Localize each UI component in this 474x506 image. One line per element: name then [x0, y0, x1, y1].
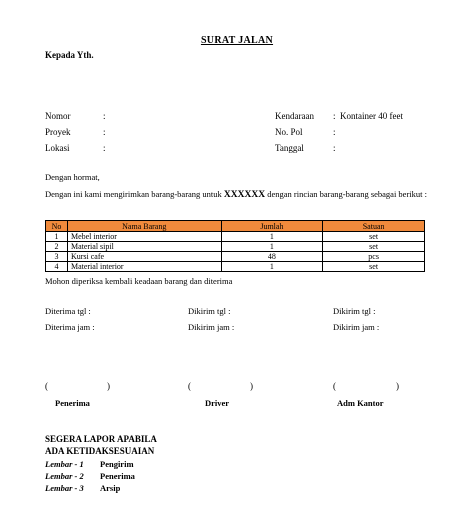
cell-no: 2 [46, 242, 68, 252]
lokasi-label: Lokasi [45, 143, 70, 153]
proyek-label: Proyek [45, 127, 71, 137]
signature-paren-open-penerima: ( [45, 381, 48, 391]
cell-satuan: set [323, 232, 425, 242]
notice-line-2: ADA KETIDAKSESUAIAN [45, 446, 155, 456]
table-row [46, 232, 425, 242]
lembar-3-label: Lembar - 3 [45, 483, 84, 493]
cell-jumlah: 1 [221, 262, 323, 272]
check-note: Mohon diperiksa kembali keadaan barang dan diterima [45, 276, 233, 286]
table-header-row [46, 221, 425, 232]
intro-text-before: Dengan ini kami mengirimkan barang-barang untuk [45, 189, 224, 199]
items-table [45, 220, 425, 272]
diterima-tgl: Diterima tgl : [45, 306, 91, 316]
cell-jumlah: 48 [221, 252, 323, 262]
cell-satuan: set [323, 262, 425, 272]
no-pol-colon: : [333, 127, 336, 137]
kendaraan-colon: : [333, 111, 336, 121]
signature-driver: Driver [205, 398, 230, 408]
dikirim-tgl-adm: Dikirim tgl : [333, 306, 376, 316]
notice-line-1: SEGERA LAPOR APABILA [45, 434, 157, 444]
cell-no: 3 [46, 252, 68, 262]
tanggal-label: Tanggal [275, 143, 304, 153]
signature-paren-open-driver: ( [188, 381, 191, 391]
lembar-2-value: Penerima [100, 471, 135, 481]
cell-satuan: set [323, 242, 425, 252]
lembar-1-value: Pengirim [100, 459, 134, 469]
cell-nama-barang: Kursi cafe [67, 252, 221, 262]
dikirim-jam-driver: Dikirim jam : [188, 322, 235, 332]
signature-paren-open-adm: ( [333, 381, 336, 391]
cell-no: 1 [46, 232, 68, 242]
header-jumlah: Jumlah [221, 221, 323, 232]
kendaraan-label: Kendaraan [275, 111, 314, 121]
cell-nama-barang: Material interior [67, 262, 221, 272]
table-row [46, 242, 425, 252]
cell-jumlah: 1 [221, 242, 323, 252]
intro-text-after: dengan rincian barang-barang sebagai berikut : [265, 189, 427, 199]
dikirim-tgl-driver: Dikirim tgl : [188, 306, 231, 316]
nomor-colon: : [103, 111, 106, 121]
signature-paren-close-penerima: ) [107, 381, 110, 391]
dikirim-jam-adm: Dikirim jam : [333, 322, 380, 332]
signature-paren-close-driver: ) [250, 381, 253, 391]
signature-paren-close-adm: ) [396, 381, 399, 391]
recipient-heading: Kepada Yth. [45, 50, 94, 60]
signature-penerima: Penerima [55, 398, 90, 408]
lembar-2-label: Lembar - 2 [45, 471, 84, 481]
cell-nama-barang: Material sipil [67, 242, 221, 252]
cell-jumlah: 1 [221, 232, 323, 242]
document-title: SURAT JALAN [200, 35, 274, 46]
table-row [46, 262, 425, 272]
nomor-label: Nomor [45, 111, 71, 121]
proyek-colon: : [103, 127, 106, 137]
header-nama-barang: Nama Barang [67, 221, 221, 232]
greeting: Dengan hormat, [45, 172, 100, 182]
signature-adm-kantor: Adm Kantor [337, 398, 384, 408]
lokasi-colon: : [103, 143, 106, 153]
kendaraan-value: Kontainer 40 feet [340, 111, 403, 121]
lembar-1-label: Lembar - 1 [45, 459, 84, 469]
header-no: No [46, 221, 68, 232]
cell-no: 4 [46, 262, 68, 272]
tanggal-colon: : [333, 143, 336, 153]
diterima-jam: Diterima jam : [45, 322, 95, 332]
no-pol-label: No. Pol [275, 127, 303, 137]
cell-nama-barang: Mebel interior [67, 232, 221, 242]
table-row [46, 252, 425, 262]
intro-recipient: XXXXXX [223, 190, 266, 200]
cell-satuan: pcs [323, 252, 425, 262]
intro-paragraph [45, 188, 428, 202]
header-satuan: Satuan [323, 221, 425, 232]
lembar-3-value: Arsip [100, 483, 121, 493]
